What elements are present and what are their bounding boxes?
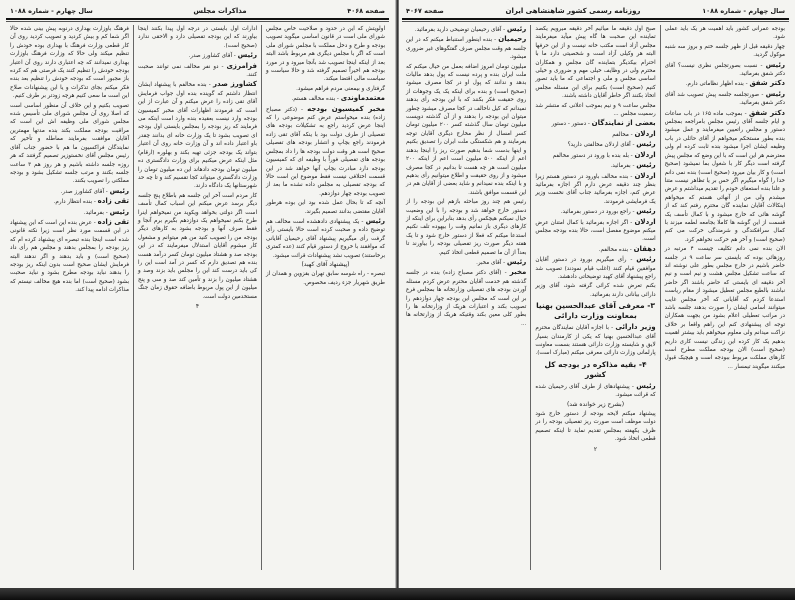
speaker-paragraph (535, 172, 655, 207)
speaker-name: رئیس (765, 60, 785, 69)
speech-text: - آقای رحیمیان توضیحی دارید بفرمائید. (414, 27, 507, 33)
speaker-paragraph (535, 151, 655, 160)
speech-text: - دو نفر مخالف نمی توانند صحبت کنند. (138, 63, 257, 79)
speaker-name: رئیس (506, 257, 527, 266)
speaker-name: اردلان (634, 150, 656, 159)
scan-bottom-edge (0, 588, 795, 600)
speaker-paragraph (266, 105, 385, 198)
speaker-paragraph (138, 51, 257, 60)
body-paragraph: اولویتش که این در حدود و صلاحیت خاص مجلس شورای ملی است در قانون اساسی میگوید تصویب بودجه و طرح و دخل مملکت با مجلس شورای ملی است که اگر با مجلس دیگری هم مربوط باشد البته بعد از اینکه اینجا تصویب شد بآنجا میرود و در مورد بودجه هم اخیراً تصمیم گرفته شد و حالا سیاست و سیاست مالی اقتضا میکند. (266, 26, 385, 83)
speaker-paragraph (10, 187, 129, 196)
header-rule-thin (402, 21, 789, 22)
speaker-paragraph (535, 207, 655, 216)
speaker-name: دهقان (633, 244, 656, 253)
right-page-header (402, 4, 789, 17)
speech-text: - (دکتر مصباح زاده) بنده میخواستم عرض کنم موضوعی را که اینجا عرض کردید راجع به تشکیلات بودجه های تفصیلی از طرف دولت بود با ینکه آقای تقی زاده فرمودند راجع بچاپ و انتشار بودجه های تفصیلی صحیح است هر وقت دولت بودجه ها را داد بمجلس بودجه های تفصیلی فوراً با وظیفه ای که کمیسیون بودجه دارد مبادرت بچاپ آنها خواهد شد در این قسمت اختلافی نیست فقط موضوع این است حالا که بودجه تفصیلی به مجلس داده نشده ما بعد از تصویب بودجه چهار دوازدهم. (266, 106, 385, 197)
speech-text: - صورتجلسه جلسه پیش تصویب شد آقای دکتر شفق بفرمائید. (664, 91, 785, 107)
speech-text: - بموجب ماده ۱۶۵ در باب ساعات و ایام جلسه آقای رئیس مجلس بامراجعه بمجلس دستور و مجلس راتعیین میفرمایند و عمل میشود بنده بطور مستحکم میخواهم از آقای حائلی در باب وظیفه ایشان اجرا میشود بنده ثابت کرده ام ولی معترضم هر این است که با این وضع که مجلس پیش گرفته است دیگر کار با شغول بما نمیشود (صحیح است) و کار بیان میرود (صحیح است) بنده نمی دانم خدا را گواه میگیرم اگر حس بر یا تظاهر نیست متنا و علنا بنده استعفای خودم را تقدیم میداشتم و عرض میشدم ولی من از آنهائی هستم که میخواهم اینکالات آقایان نماینده گان محترم رفتم کند که از گوشه هائی که خارج میشود و با کمال تأسف یک قسمت از این گوشه ها کاملا بجامعه لطمه میزند با کمال سرافکندگی و شرمندگی خرکت می کنم (صحیح است) و آخر هم حرکت نخواهم کرد. (664, 110, 785, 243)
speaker-name: رئیس (636, 140, 656, 149)
speaker-paragraph (10, 208, 129, 217)
speech-text: - اگر اجازه بفرمائید با کمال امتنان عرض میکنم موضوع مفصل است، حالا بنده بودجه مجلس است. (535, 219, 656, 243)
text-column (6, 25, 134, 570)
speaker-paragraph (535, 130, 655, 139)
speech-text: - رأی میگیریم بورود در دستور آقایان موافقین قیام کنند (اغلب قیام نمودند) تصویب شد راجع پیشنهاد آقای کهبد توضیحاتی دادهشد. (535, 257, 656, 280)
speaker-name: رئیس (636, 207, 656, 216)
body-paragraph: تبصره - راه شوسه سابق تهران بقزوین و همدان از طریق شهریار جزء ردیف مخصوص. (266, 271, 385, 286)
speech-text: - آقای اردلان مخالفتی دارید؟ (567, 142, 637, 149)
right-page-number: صفحه ۴۰۶۷ (406, 6, 444, 15)
speaker-name: رئیس (636, 255, 656, 264)
speaker-paragraph (266, 94, 385, 103)
body-paragraph: مجلس ساعت ۹ و نیم بموجب اعلانی که منتشر شد رسمیت مجلس ... (535, 102, 656, 118)
speech-text: - پیشنهادهای از طرف آقای رحیمیان شده که قرائت میشود. (535, 383, 656, 399)
speaker-name: تقی زاده (97, 217, 129, 226)
speaker-paragraph (535, 323, 655, 358)
speech-text: - عرض بنده این است که این پیشنهاد در این قسمت مورد نظر است زیرا نکته قانونی شده است اینجا بنده تبصره ای پیشنهاد کرده ام که ریز بودجه را بمجلس بدهند و مجلس هم رأی داد (صحیح است) و باید بدهند و اگر ندهند البته فرمایش ایشان صحیح است بدون اینکه ریز بودجه را بدهند نباید بودجه مطرح بشود و نباید صحبت بشود (صحیح است) اما بنده هیچ مخالف نیستم که مذاکرات ادامه پیدا کند. (10, 219, 129, 294)
section-heading: ۴- بقیه مذاکره در بودجه کل کشور (544, 359, 647, 379)
body-paragraph: رئیس هم چند روز مباحثه بازهم این بودجه را از دستور خارج خواهد شد و بودجه را با این وضعیت خیال نمیکنم هیچکس رأی بدهد بنابراین برای اینکه از کارهای دیگری باز نمانیم وقت را بیهوده تلف نکنیم استدعا میکنم که فعلا از دستور خارج شود و تا یک هفته دیگر صورت ریز تفصیلی بودجه را بیاورند تا بعداً از آن ما تصمیم قطعی اتخاذ کنیم. (406, 199, 527, 256)
speaker-paragraph (406, 25, 526, 34)
speaker-paragraph (665, 90, 785, 108)
speaker-name: وزیر دارائی (615, 323, 656, 332)
speaker-paragraph (10, 197, 129, 206)
speech-text: - بنده اظهار نظاماتی دارم. (685, 81, 750, 88)
speaker-paragraph (406, 35, 526, 61)
speech-text: - بنده مخالف هستم. (291, 96, 341, 103)
speaker-name: بعضی از نمایندگان (591, 119, 656, 128)
speaker-name: فرامرزی (226, 61, 257, 70)
speaker-paragraph (535, 382, 655, 400)
speech-text: - آقای کشاورز صدر. (60, 188, 110, 195)
speech-text: - مخالفم (612, 131, 635, 138)
text-column (262, 25, 389, 570)
speaker-name: رئیس (636, 161, 656, 170)
header-rule (402, 18, 789, 20)
speaker-paragraph (535, 245, 655, 254)
speaker-paragraph (535, 218, 655, 244)
speaker-paragraph (665, 109, 785, 245)
left-section-title: مذاکرات مجلس (193, 6, 247, 15)
right-issue-label: سال چهارم - شماره ۱۰۸۸ (702, 6, 785, 15)
body-paragraph: چهار دقیقه قبل از ظهر جلسه ختم و بروز سه شنبه موکول گردید. (664, 43, 785, 59)
speaker-paragraph (266, 217, 385, 260)
body-paragraph: تصویب بکنیم و این خلاف آن منظور اساسی است که اصلا روی آن مجلس شورای ملی تأسیس شده مجلس شورای ملی وظیفه اش این است که مراقبت بودجه مملکت بکند بنده مدتها مهمترین آقایان موافقت بفرمایند مماطله و تأخیر که نمایندگان فراکسیون ما هم با حضور جناب آقای رئیس مجلس آقای نخستوزیر تصمیم گرفتند که هر روزه جلسه داشته باشیم و هر روز هم ۳ ساعت جلسه بکنند و مرتب جلسه تشکیل بشود و بودجه مملکتی را تصویب بکنند. (10, 102, 129, 185)
body-paragraph: میلیون تومان امروز اضافه بعمل من خیال میکنم که ملت ایران بنده و پرده نیست که پول بدهد مالیات بدهد و ندانند که پول او در کجا مصرف میشود (صحیح است) و بنده برای اینکه یک یک وجوهات از روی حقیقت فکر بکنند که با این بودجه رأی بدهند نمیدانم که کیل ناخالف در کجا مصرف میشود چطور میتوان این بودجه را بدهند و از آن گذشته دویست میلیون تومان سال گذشته کسر ۲۰۰ میلیون تومان کسر امسال از نظر مخارج دیگری آقایان توجه بفرمایند و هم شکستگی ملت ایران را تصدیق بکنیم و اینها بدست شما بدهیم صورت ریز را اینجا بدهند اعم از اینکه ۵۰۰ میلیون است اعم از اینکه ۲۰۰ میلیون است هر چه هست تا بدانیم در کجا مصرف میشود و از روی حقیقت و اطلاع میتوانیم رأی بدهیم و با اینکه بنده نمیدانم و شاید بعضی از آقایان هم در این قسمت موافق باشند. (406, 63, 527, 196)
speech-text: - آقای مخبر. (476, 259, 507, 266)
speaker-paragraph (535, 119, 655, 128)
body-paragraph: بکنم تعرض شده کرائی گرفته شود، آقای وزیر دارائی بیانانی دارند بفرمائید. (535, 283, 656, 298)
body-paragraph: پیشنهاد میکنم لایحه بودجه از دستور خارج شود دولت موظف است صورت ریز تفصیلی بودجه را در ظرف یکهفته بمجلس تقدیم نماید تا اینکه تصمیم قطعی اتخاذ شود. (535, 411, 656, 443)
left-issue-label: سال چهارم - شماره ۱۰۸۸ (10, 6, 93, 15)
text-column (134, 25, 262, 570)
speaker-paragraph (138, 80, 257, 190)
column-footer-number: ۴ (195, 303, 200, 310)
speaker-name: رئیس (506, 25, 527, 33)
speaker-name: مخبر کمیسیون بودجه (307, 104, 385, 113)
speaker-name: کشاورز صدر (213, 80, 257, 89)
speaker-name: رئیس (109, 186, 129, 195)
text-column (531, 25, 660, 570)
left-page-header (6, 4, 389, 17)
speech-text: - بنده مخالفم. (598, 246, 634, 253)
body-paragraph: صبح اول دقیقه ما میائیم آخر دقیقه میرویم یکصد تماینده این صحبت ها گاه پیش میآید میفرمایند مجلس آزاد است مکتب خانه نیست و از این حرفها البته هر وکیلی آزاد است و شخصیتی دارد ما با احترام بیکدیگر بتماینده گان مجلس و همکاران محترم ولی در وظایف خیلی مهم و ضروری و خیلی اساسی مجلس و ملی و اجتماعی که ما باید تصور کنیم (صحیح است) بکنیم برای این مسئله مجلس اتخاذ بکنند اگر خاطر آقایان داشته باشند. (535, 26, 656, 100)
speaker-paragraph (535, 255, 655, 281)
speaker-name: رئیس (636, 381, 656, 390)
speech-text: - (آقای دکتر مصباح زاده) بنده در جلسه گذشته هم خدمت آقایان محترم عرض کردم مسئله آوردن بودجه های تفصیلی وزارتخانه ها بمجلس فرع بر این است که مجلس این بودجه چهار دوازدهم را تصویب بکند و اعتبارات هریک از وزارتخانه ها را بطور کلی معین بکند وقتیکه هریک از وزارتخانه ها ... (406, 270, 527, 327)
left-columns (6, 25, 389, 570)
speaker-name: اردلان (634, 171, 656, 180)
speaker-paragraph (665, 79, 785, 88)
speaker-name: تقی زاده (97, 197, 129, 206)
text-column (402, 25, 531, 570)
page-gutter (396, 0, 399, 588)
speaker-paragraph (406, 268, 526, 328)
header-rule (6, 18, 389, 20)
body-paragraph: فرهنگ باوزارت بهداری درنوبه پیش بینی شده حالا اگر شما کم و بیش کردید و تصویب کردید روی آن کار قطعی وزارت فرهنگ با بهداری بوده خودش را تنظیم میکند ولی حالا که وزارت فرهنگ باوزارت بهداری نمیدانند که چه اعتباری دارند روی آن اعتبار بودجه خودش را تنظیم کنند یک فرصتی هم که کرده باز مجبور است که بودجه خودش را تنظیم بعد بنده فکر میکنم بجای تذکرات و یا این پیشنهادات صلاح این است ما سعی کنیم هرچه زودتر بر طرف کنیم. (10, 26, 129, 100)
speech-text: - نسبت بصورتجلس نظری نیست؟ آقای دکتر شفق بفرمائید. (664, 62, 785, 78)
body-paragraph: گرفتاری و بیمعنی مردم فراهم میشود. (296, 85, 385, 92)
speech-text: - بله بنده با ورود در دستور مخالفم (552, 152, 635, 159)
speaker-paragraph (535, 140, 655, 149)
speaker-name: رئیس (765, 89, 785, 98)
speaker-name: رئیس (237, 51, 257, 60)
body-paragraph: آنچه که تا بحال عمل شده بود این بوده هرطور آقایان مقتضی بدانند تصمیم بگیرند. (266, 200, 385, 215)
speech-text: - بنده اینطور استنباط میکنم که در این جلسه هم وقت مجلس صرف گفتگوهای غیر ضروری میشود. (406, 37, 527, 61)
speaker-paragraph (535, 161, 655, 170)
speech-text: - بنده مخالفم با پیشنهاد ایشان انتظار داشتم که گوینده بنده اول جواب فرمایش آقای تقی زاده را عرض میکنم و آن عبارت از این است که فرمودند اظهارات آقای مخبر کمیسیون بودجه وارد نیست بعقیده بنده وارد است اینکه می فرمایند که ریز بودجه را بمجلس بایستی اول بودجه ای تصویب بشود تا یک وزارت خانه ای بدانند چقدر باو اعتبار داده اند و آن وزارت خانه روی آن اعتبار بتواند یک بودجه جزئی تهیه بکند و بهلوره (ارقام) مثل اینکه عرض میکنیم برای وزارت دادگستری ده میلیون تومان بودجه دادهاند این ده میلیون تومان را وزارت دادگستری میتواند کجا تقسیم کند و تا چه حد شهرستانها یک دادگاه دارند. (138, 82, 257, 190)
speech-text: - بنده مخالف باورود در دستور هستم زیرا بنظر چند دقیقه عرض دارم اگر اجازه بفرمائید عرض کنم، اجازه بفرمائید جناب آقای نخست وزیر یک فرمایشی فرمودند. (535, 173, 656, 205)
body-paragraph: بودجه عمرانی کشور باید اهمیت هر یک باید عملی شود. (664, 26, 785, 41)
speaker-name: معتمدماوندی (340, 94, 385, 103)
speaker-name: اردلان (634, 217, 656, 226)
speech-text: - دستور - دستور (551, 121, 592, 128)
parenthetical-note: (بشرح زیر خوانده شد) (566, 400, 625, 408)
body-paragraph: الان بنده نمی دانم تکلیف چیست ۴ مرتبه در روزهائی بوده که بایستی سر ساعت ۹ در جلسه حاضر باشیم در خارج مجلس بطور علی نوشته اند که ساعت تشکیل مجلس هشت و نیم است و نیم آخر دقیقه ای بایستی که حاضر باشند اگر حاضر نباشند بالطبع مجلس تعطیل میشود از مقام ریاست استدعا کردم که آقایانی که آخر مجلس غایب میتوانند اسامی ایشان را صورت بدهند جلسه باشد در مراتب تعطیلی اعلام بشود من بجهت همکاران توجه ای پیشنهادی کنم این راهم واقعا بر خلاف نزاکت میدانم ولی معلوم میخواهم باید بیشتر اهمیت بدهیم یک کار کرده این زندگی نیست کاری داریم (صحیح است) الان بودجه مملکت مطرح است کارهای مملکت مربوط ببودجه است و هیچیک قبول میکنند میگویند تیمسار ... (664, 246, 786, 370)
speech-text: - یک پیشنهادی دادهشده است مخالف هم توضیح داده و صحبت کرده است حالا بایستی رأی گرفت رأی میگیریم پیشنهاد آقای رحیمیان آقایانی که موافقند با خروج از دستور قیام کنند (عده کمتری برخاستند) تصویب نشد پیشنهادات قرائت میشود. (265, 218, 385, 259)
parenthetical-note: (پیشنهاد آقای کهبد) (301, 260, 350, 268)
speaker-name: دکتر شفق (749, 79, 785, 88)
left-page-number: صفحه ۴۰۶۸ (347, 6, 385, 15)
body-paragraph: ادارات اول بایستی در درجه اول پیدا بکنند اینجا بیاورند که این بودجه تفصیلی دارد و الاحقی ندارد (صحیح است). (138, 26, 257, 49)
header-rule-thin (6, 21, 389, 22)
text-column (661, 25, 789, 570)
speech-text: - بفرمائید. (610, 163, 637, 170)
left-page (0, 0, 396, 588)
speaker-name: رئیس (365, 216, 385, 225)
speaker-paragraph (10, 218, 129, 295)
speech-text: - بنده انتظار دارم. (53, 199, 98, 206)
right-page (396, 0, 795, 588)
speaker-name: دکتر شفق (748, 108, 785, 117)
speech-text: - با اجازه آقایان نمایندگان محترم آقای عبدالحسین بهنیا که یکی از کارمندان بسیار لایق و شایسته وزارت دارائی هستند بسمت معاونت پارلمانی وزارت دارائی معرفی میکنم (مبارک است). (535, 325, 656, 357)
column-footer-number: ۲ (593, 445, 598, 453)
speaker-name: مخبر (509, 268, 527, 277)
speaker-name: رحیمیان (498, 35, 527, 44)
section-heading: ۳- معرفی آقای عبدالحسین بهنیا بمعاونت وزارت دارائی (536, 301, 655, 321)
speaker-paragraph (665, 61, 785, 79)
speaker-paragraph (406, 258, 526, 267)
speech-text: - آقای کشاورز صدر. (188, 53, 238, 60)
speaker-name: اردلان (634, 129, 656, 138)
body-paragraph: کار مردم است آخر این جلسه هم باطلاع پنج جلسه دیگر برسد عرض میکنم این اسباب کمال تأسف است اگر دولتی بخواهد ویکوید من نمیخواهم اینرا طرح بکنم نمیخواهم یک دوازدهم بگیرم برم آنجا و فقط صرف آنها و بودجه بشود به کارهای دیگر بودجه من را تصویب کنید من هم میتوانم و مشغول کار میشوم آقایان استدلال میفرمایند که در این بودجه صد و هشتاد میلیون تومان کسر درآمد هست بنده هم تصدیق دارم که کسر در آمد است این را کی باید درست کند این را مجلس باید بزند وصد و هشتاد میلیون را بزند و تأمین کند صد و سی و پنج میلیون از این پول مربوط باضافه حقوق زمان جنگ مستخدمین دولت است. (138, 192, 257, 300)
speech-text: - بفرمائید. (83, 209, 110, 216)
speaker-name: رئیس (109, 207, 129, 216)
gazette-title: روزنامه رسمی کشور شاهنشاهی ایران (505, 6, 641, 15)
speech-text: - راجع بورود در دستور بفرمائید. (560, 209, 637, 216)
speaker-paragraph (138, 62, 257, 80)
right-columns (402, 25, 789, 570)
